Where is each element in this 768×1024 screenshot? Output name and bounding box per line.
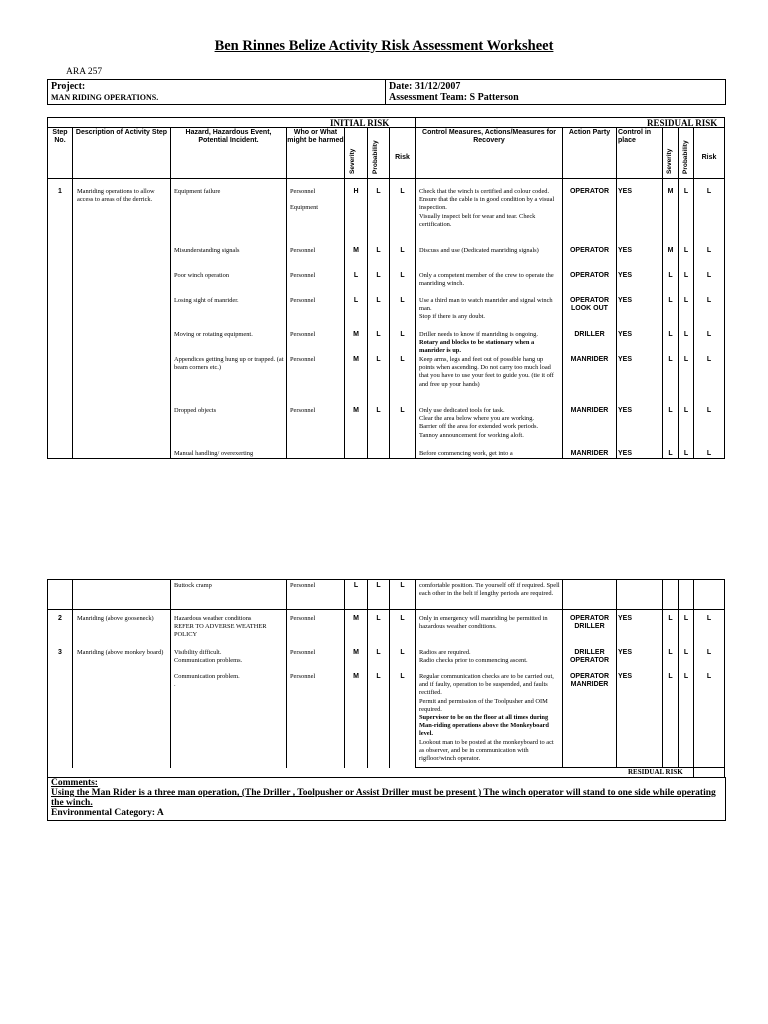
cell-r: L — [400, 649, 405, 656]
cell-p: L — [376, 331, 381, 338]
residual-risk-footer: RESIDUAL RISK — [628, 768, 683, 776]
cell-rs: M — [667, 188, 674, 195]
cell-s: M — [353, 615, 359, 622]
cell-party: MANRIDER — [570, 356, 609, 363]
cell-rr: L — [706, 297, 712, 304]
cell-r: L — [400, 407, 405, 414]
cell-rr: L — [706, 649, 712, 656]
cell-who: Personnel — [290, 297, 316, 304]
cell-r: L — [400, 272, 405, 279]
cell-rs: L — [668, 407, 673, 414]
col-hazard: Hazard, Hazardous Event, Potential Incident. — [185, 129, 272, 144]
cell-s: M — [353, 356, 359, 363]
cell-rr: L — [706, 407, 712, 414]
cell-rr: L — [706, 615, 712, 622]
cell-r: L — [400, 615, 405, 622]
cell-inplace: YES — [618, 272, 633, 279]
cell-inplace: YES — [618, 331, 633, 338]
cell-party: MANRIDER — [570, 407, 609, 414]
project-header — [47, 79, 726, 105]
cell-inplace: YES — [618, 407, 633, 414]
col-control: Control Measures, Actions/Measures for Recovery — [422, 129, 556, 144]
cell-inplace: YES — [618, 673, 633, 680]
cell-control: Only in emergency will manriding be permitted in hazardous weather conditions. — [419, 615, 548, 631]
cell-inplace: YES — [618, 615, 633, 622]
cell-p: L — [376, 356, 381, 363]
cell-who: Personnel — [290, 356, 316, 363]
cell-inplace: YES — [618, 649, 633, 656]
cell-rp: L — [683, 615, 689, 622]
cell-hazard: Losing sight of manrider. — [174, 297, 239, 304]
cell-inplace: YES — [618, 247, 633, 254]
cell-who: Personnel Equipment — [290, 188, 319, 212]
cell-hazard: Equipment failure — [174, 188, 221, 195]
cell-party: OPERATOR — [569, 247, 610, 254]
cell-s: L — [353, 582, 359, 589]
residual-risk-heading: RESIDUAL RISK — [647, 118, 718, 128]
cell-control: Regular communication checks are to be carried out, and if faulty, operation to be suspended, and faults rectified. Permit and permission of the Toolpusher and OIM required. Supervisor to be on the floor at all times during Man-riding operations above the Monkeyboard level. Lookout man to be posted at the monkeyboard to act as observer, and be in communication with rigfloor/winch operator. — [419, 673, 560, 763]
cell-p: L — [376, 582, 381, 589]
cell-rr: L — [706, 247, 712, 254]
cell-step: 2 — [58, 615, 62, 622]
cell-s: M — [353, 407, 359, 414]
reference-number: ARA 257 — [66, 67, 103, 77]
col-description: Description of Activity Step — [75, 129, 168, 136]
cell-s: M — [353, 673, 359, 680]
cell-rp: L — [683, 247, 689, 254]
col-action-party: Action Party — [568, 129, 611, 136]
project-value: MAN RIDING OPERATIONS. — [51, 93, 159, 102]
cell-inplace: YES — [618, 356, 633, 363]
cell-s: L — [353, 272, 359, 279]
cell-control: Only use dedicated tools for task. Clear the area below where you are working. Barrier off the area for extended work periods. Tannoy announcement for working aloft. — [419, 407, 539, 439]
cell-inplace: YES — [618, 188, 633, 195]
cell-rp: L — [683, 297, 689, 304]
cell-party: OPERATOR MANRIDER — [569, 673, 610, 689]
cell-p: L — [376, 188, 381, 195]
cell-rr: L — [706, 188, 712, 195]
control-continued: Lookout man to be posted at the monkeyboard to act as observer, and be in communication with rigfloor/winch operator. — [419, 738, 554, 763]
cell-rp: L — [683, 407, 689, 414]
cell-rp: L — [683, 356, 689, 363]
project-label: Project: — [51, 81, 86, 92]
assessment-date: Date: 31/12/2007 — [389, 81, 461, 92]
cell-who: Personnel — [290, 615, 316, 622]
col-control-in-place: Control in place — [618, 129, 652, 144]
cell-who: Personnel — [290, 247, 316, 254]
cell-rp: L — [683, 673, 689, 680]
col-residual-probability: Probability — [682, 140, 689, 174]
cell-rs: L — [668, 673, 673, 680]
cell-r: L — [400, 673, 405, 680]
cell-p: L — [376, 407, 381, 414]
cell-desc: Manriding (above monkey board) — [77, 649, 164, 656]
col-probability: Probability — [372, 140, 379, 174]
cell-step: 1 — [58, 188, 62, 195]
cell-r: L — [400, 331, 405, 338]
cell-party: OPERATOR — [569, 272, 610, 279]
cell-hazard: Appendices getting hung up or trapped. (at beam corners etc.) — [174, 356, 284, 372]
cell-party: DRILLER OPERATOR — [569, 649, 610, 665]
col-residual-risk: Risk — [701, 154, 717, 161]
cell-control: comfortable position. Tie yourself off if required. Spell each other in the belt if lengthy periods are required. — [419, 582, 560, 598]
cell-control: Keep arms, legs and feet out of possible hang up points when ascending. Do not carry too much load that you have to use your feet to guide you. (tie it off and free up your hands) — [419, 356, 554, 388]
cell-control: Check that the winch is certified and colour coded. Ensure that the cable is in good condition by a visual inspection. Visually inspect belt for wear and tear. Check certification. — [419, 188, 555, 228]
cell-s: M — [353, 331, 359, 338]
cell-inplace: YES — [618, 450, 633, 457]
cell-party: MANRIDER — [570, 450, 609, 457]
cell-p: L — [376, 649, 381, 656]
cell-hazard: Manual handling/ overexerting — [174, 450, 254, 457]
cell-hazard: Misunderstanding signals — [174, 247, 240, 254]
comments-box — [47, 777, 726, 821]
cell-rp: L — [683, 188, 689, 195]
cell-p: L — [376, 615, 381, 622]
cell-r: L — [400, 247, 405, 254]
cell-s: L — [353, 297, 359, 304]
cell-rs: L — [668, 649, 673, 656]
cell-rs: L — [668, 450, 673, 457]
cell-control: Only a competent member of the crew to operate the manriding winch. — [419, 272, 554, 288]
cell-s: H — [353, 188, 359, 195]
cell-control: Before commencing work, get into a — [419, 450, 513, 457]
cell-hazard: Hazardous weather conditions REFER TO ADVERSE WEATHER POLICY — [174, 615, 267, 639]
cell-rs: L — [668, 297, 673, 304]
cell-who: Personnel — [290, 407, 316, 414]
cell-step: 3 — [58, 649, 62, 656]
cell-r: L — [400, 188, 405, 195]
cell-control: Use a third man to watch manrider and signal winch man. Stop if there is any doubt. — [419, 297, 553, 321]
cell-s: M — [353, 247, 359, 254]
cell-rs: L — [668, 272, 673, 279]
cell-rp: L — [683, 272, 689, 279]
cell-party: OPERATOR — [569, 188, 610, 195]
cell-p: L — [376, 272, 381, 279]
cell-hazard: Dropped objects — [174, 407, 217, 414]
col-severity: Severity — [349, 148, 356, 174]
cell-who: Personnel — [290, 272, 316, 279]
col-who: Who or What might be harmed — [287, 129, 344, 144]
cell-who: Personnel — [290, 673, 316, 680]
comments-text: Using the Man Rider is a three man operation, (The Driller , Toolpusher or Assist Driller must be present ) The winch operator will stand to one side while operating the winch. — [51, 788, 716, 808]
cell-p: L — [376, 247, 381, 254]
cell-p: L — [376, 297, 381, 304]
environmental-category: Environmental Category: A — [51, 808, 164, 818]
cell-hazard: Moving or rotating equipment. — [174, 331, 253, 338]
cell-who: Personnel — [290, 649, 316, 656]
cell-hazard: Visibility difficult. Communication problems. — [174, 649, 243, 665]
cell-party: OPERATOR LOOK OUT — [569, 297, 610, 313]
cell-control: Radios are required. Radio checks prior to commencing ascent. — [419, 649, 528, 665]
cell-rs: L — [668, 331, 673, 338]
cell-rs: M — [667, 247, 674, 254]
cell-desc: Manriding (above gooseneck) — [77, 615, 154, 622]
cell-who: Personnel — [290, 331, 316, 338]
assessment-team: Assessment Team: S Patterson — [389, 92, 519, 103]
cell-r: L — [400, 582, 405, 589]
col-risk: Risk — [395, 154, 410, 161]
document-title: Ben Rinnes Belize Activity Risk Assessment Worksheet — [214, 38, 554, 54]
col-step: Step No. — [52, 129, 68, 144]
cell-rr: L — [706, 331, 712, 338]
cell-rp: L — [683, 649, 689, 656]
cell-who: Personnel — [290, 582, 316, 589]
control-emphasis: Rotary and blocks to be stationary when a manrider is up. — [419, 339, 535, 355]
cell-control: Discuss and use (Dedicated manriding signals) — [419, 247, 539, 254]
cell-rp: L — [683, 450, 689, 457]
cell-hazard: Communication problem. . — [174, 673, 240, 689]
cell-rr: L — [706, 356, 712, 363]
cell-control: Driller needs to know if manriding is ongoing. Rotary and blocks to be stationary when a manrider is up. — [419, 331, 560, 356]
cell-p: L — [376, 673, 381, 680]
comments-label: Comments: — [51, 778, 98, 788]
cell-hazard: Buttock cramp — [174, 582, 212, 589]
cell-rs: L — [668, 356, 673, 363]
cell-r: L — [400, 297, 405, 304]
cell-rp: L — [683, 331, 689, 338]
col-residual-severity: Severity — [666, 148, 673, 174]
cell-desc: Manriding operations to allow access to areas of the derrick. — [77, 188, 155, 204]
control-emphasis: Supervisor to be on the floor at all times during Man-riding operations above the Monkeyboard level. — [419, 714, 549, 738]
cell-hazard: Poor winch operation — [174, 272, 230, 279]
cell-party: DRILLER — [574, 331, 605, 338]
initial-risk-heading: INITIAL RISK — [330, 118, 390, 128]
cell-party: OPERATOR DRILLER — [569, 615, 610, 631]
cell-rr: L — [706, 673, 712, 680]
cell-s: M — [353, 649, 359, 656]
cell-rs: L — [668, 615, 673, 622]
cell-rr: L — [706, 272, 712, 279]
cell-inplace: YES — [618, 297, 633, 304]
cell-rr: L — [706, 450, 712, 457]
cell-r: L — [400, 356, 405, 363]
